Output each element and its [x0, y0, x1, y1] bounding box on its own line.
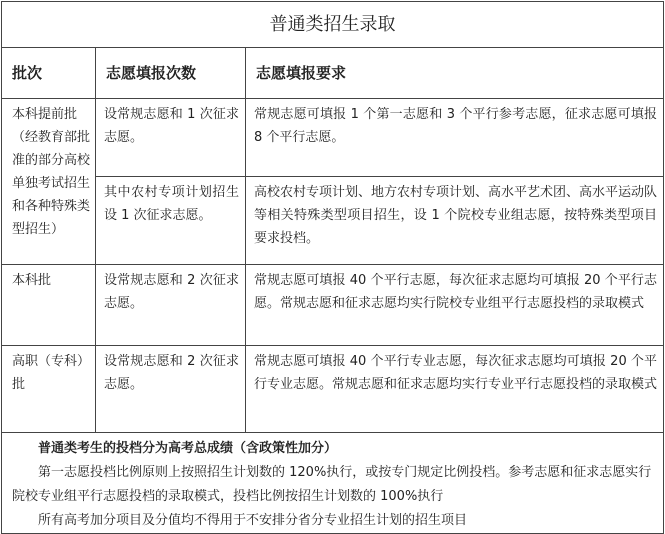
requirement-cell: 常规志愿可填报 1 个第一志愿和 3 个平行参考志愿，征求志愿可填报 8 个平行志愿。	[246, 99, 664, 177]
requirement-cell: 常规志愿可填报 40 个平行志愿，每次征求志愿均可填报 20 个平行志愿。常规志愿和征求志愿均实行院校专业组平行志愿投档的录取模式	[246, 265, 664, 346]
batch-cell-vocational: 高职（专科）批	[2, 346, 96, 433]
notes-paragraph: 第一志愿投档比例原则上按照招生计划数的 120%执行，或按专门规定比例投档。参考志愿和征求志愿实行院校专业组平行志愿投档的录取模式，投档比例按招生计划数的 100%执行	[12, 465, 652, 504]
notes-paragraph: 所有高考加分项目及分值均不得用于不安排分省分专业招生计划的招生项目	[38, 513, 468, 528]
count-cell: 设常规志愿和 2 次征求志愿。	[96, 346, 246, 433]
header-batch: 批次	[2, 48, 96, 99]
header-requirement: 志愿填报要求	[246, 48, 664, 99]
table-title: 普通类招生录取	[2, 2, 664, 48]
batch-cell-undergrad: 本科批	[2, 265, 96, 346]
requirement-cell: 高校农村专项计划、地方农村专项计划、高水平艺术团、高水平运动队等相关特殊类型项目招生，设 1 个院校专业组志愿，按特殊类型项目要求投档。	[246, 177, 664, 265]
notes-heading: 普通类考生的投档分为高考总成绩（含政策性加分）	[38, 441, 338, 456]
notes-cell	[2, 433, 664, 534]
admission-table	[1, 1, 664, 534]
count-cell: 设常规志愿和 2 次征求志愿。	[96, 265, 246, 346]
batch-cell-early: 本科提前批（经教育部批准的部分高校单独考试招生和各种特殊类型招生）	[2, 99, 96, 265]
requirement-cell: 常规志愿可填报 40 个平行专业志愿，每次征求志愿均可填报 20 个平行专业志愿。常规志愿和征求志愿均实行专业平行志愿投档的录取模式	[246, 346, 664, 433]
header-count: 志愿填报次数	[96, 48, 246, 99]
count-cell: 其中农村专项计划招生设 1 次征求志愿。	[96, 177, 246, 265]
count-cell: 设常规志愿和 1 次征求志愿。	[96, 99, 246, 177]
